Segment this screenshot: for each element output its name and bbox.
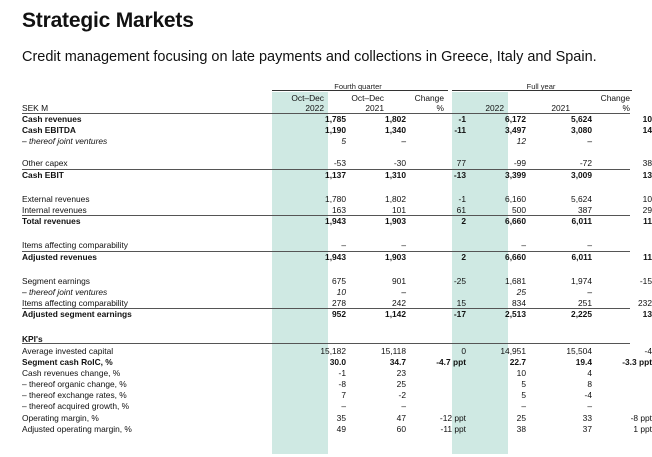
cell-value: -1 [458, 114, 466, 124]
cell-value: 1,802 [385, 194, 406, 204]
cell-value: 5 [521, 379, 526, 389]
page-title: Strategic Markets [22, 9, 194, 32]
header-fy-2021: 2021 [551, 103, 570, 113]
table-row [22, 194, 652, 205]
cell-value: 1,974 [571, 276, 592, 286]
cell-value: 3,497 [505, 125, 526, 135]
row-label: Cash EBITDA [22, 125, 76, 135]
row-label: Segment earnings [22, 276, 90, 286]
row-label: Adjusted segment earnings [22, 309, 132, 319]
header-q4-change-line1: Change [414, 93, 444, 103]
cell-value: 6,160 [505, 194, 526, 204]
cell-value: 22.7 [509, 357, 526, 367]
cell-value: -30 [393, 158, 406, 168]
header-q4-change [392, 93, 444, 113]
cell-value: 251 [578, 298, 592, 308]
cell-value: -11 ppt [440, 424, 466, 434]
row-label: Average invested capital [22, 346, 114, 356]
cell-value: 1 ppt [633, 424, 652, 434]
cell-value: 500 [512, 205, 526, 215]
cell-value: 11 [643, 216, 652, 226]
header-q4-2022-line2: 2022 [305, 103, 324, 113]
header-fy-change-line2: % [622, 103, 630, 113]
cell-value: – [587, 136, 592, 146]
cell-value: -8 ppt [630, 413, 652, 423]
cell-value: 387 [578, 205, 592, 215]
table-row [22, 413, 652, 424]
header-q4-2022 [272, 93, 324, 113]
cell-value: – [401, 287, 406, 297]
cell-value: 38 [642, 158, 652, 168]
cell-value: – [587, 287, 592, 297]
header-fy-2022: 2022 [485, 103, 504, 113]
table-row [22, 125, 652, 136]
cell-value: – [401, 136, 406, 146]
header-fy-change [572, 93, 630, 113]
row-label: KPI's [22, 334, 43, 344]
row-label: Cash EBIT [22, 170, 64, 180]
group-rule-q4 [272, 90, 448, 91]
row-separator [22, 215, 630, 216]
cell-value: -11 [454, 125, 466, 135]
cell-value: 30.0 [329, 357, 346, 367]
header-q4-change-line2: % [436, 103, 444, 113]
table-row [22, 379, 634, 390]
cell-value: – [587, 240, 592, 250]
cell-value: 14 [642, 125, 652, 135]
cell-value: 12 [516, 136, 526, 146]
cell-value: 1,340 [385, 125, 406, 135]
cell-value: 101 [392, 205, 406, 215]
cell-value: 2 [461, 252, 466, 262]
page-subtitle: Credit management focusing on late payments and collections in Greece, Italy and Spain. [22, 49, 597, 65]
cell-value: -1 [338, 368, 346, 378]
cell-value: -99 [513, 158, 526, 168]
cell-value: 6,011 [571, 216, 592, 226]
row-separator [22, 343, 630, 344]
cell-value: 1,943 [325, 252, 346, 262]
cell-value: 1,903 [385, 216, 406, 226]
cell-value: 5 [341, 136, 346, 146]
cell-value: 15,182 [320, 346, 346, 356]
cell-value: -12 ppt [439, 413, 466, 423]
cell-value: 29 [642, 205, 652, 215]
table-row [22, 170, 652, 181]
cell-value: -25 [453, 276, 466, 286]
cell-value: -72 [579, 158, 592, 168]
cell-value: 25 [396, 379, 406, 389]
cell-value: -4 [584, 390, 592, 400]
table-row [22, 114, 652, 125]
row-label: Items affecting comparability [22, 240, 128, 250]
row-label: Other capex [22, 158, 68, 168]
cell-value: 77 [456, 158, 466, 168]
table-row [22, 346, 652, 357]
cell-value: 1,802 [385, 114, 406, 124]
cell-value: 10 [336, 287, 346, 297]
cell-value: 1,903 [385, 252, 406, 262]
cell-value: 5 [521, 390, 526, 400]
row-label: – thereof joint ventures [22, 287, 108, 297]
cell-value: – [521, 401, 526, 411]
cell-value: 35 [336, 413, 346, 423]
table-row [22, 136, 634, 147]
header-q4-2022-line1: Oct–Dec [291, 93, 324, 103]
cell-value: -2 [398, 390, 406, 400]
table-row [22, 401, 634, 412]
cell-value: 33 [582, 413, 592, 423]
cell-value: 278 [332, 298, 346, 308]
cell-value: 952 [332, 309, 346, 319]
table-row [22, 287, 634, 298]
cell-value: 13 [642, 170, 652, 180]
cell-value: 11 [643, 252, 652, 262]
row-separator [22, 113, 630, 114]
cell-value: 15,504 [566, 346, 592, 356]
cell-value: 14,951 [500, 346, 526, 356]
cell-value: 163 [332, 205, 346, 215]
table-row [22, 368, 634, 379]
row-label: External revenues [22, 194, 90, 204]
cell-value: 5,624 [571, 194, 592, 204]
row-label: Internal revenues [22, 205, 87, 215]
cell-value: 1,785 [325, 114, 346, 124]
cell-value: 7 [341, 390, 346, 400]
cell-value: -17 [453, 309, 466, 319]
cell-value: 60 [396, 424, 406, 434]
cell-value: -13 [453, 170, 466, 180]
cell-value: 25 [516, 287, 526, 297]
cell-value: 23 [396, 368, 406, 378]
cell-value: – [401, 240, 406, 250]
cell-value: 10 [642, 114, 652, 124]
cell-value: 2,513 [505, 309, 526, 319]
cell-value: – [401, 401, 406, 411]
row-label: – thereof exchange rates, % [22, 390, 127, 400]
cell-value: 4 [587, 368, 592, 378]
table-row [22, 216, 652, 227]
table-row [22, 158, 652, 169]
cell-value: 675 [332, 276, 346, 286]
cell-value: 834 [512, 298, 526, 308]
row-label: Cash revenues [22, 114, 82, 124]
cell-value: 13 [642, 309, 652, 319]
cell-value: 61 [456, 205, 466, 215]
row-label: Cash revenues change, % [22, 368, 121, 378]
cell-value: -4.7 ppt [436, 357, 466, 367]
cell-value: 1,137 [325, 170, 346, 180]
row-label: Operating margin, % [22, 413, 99, 423]
cell-value: – [341, 240, 346, 250]
row-label: Total revenues [22, 216, 81, 226]
group-rule-fy [452, 90, 632, 91]
group-header-q4: Fourth quarter [334, 82, 382, 91]
header-fy-change-line1: Change [600, 93, 630, 103]
table-row [22, 390, 634, 401]
cell-value: 38 [516, 424, 526, 434]
cell-value: 6,172 [505, 114, 526, 124]
cell-value: 1,780 [325, 194, 346, 204]
cell-value: 5,624 [571, 114, 592, 124]
cell-value: -3.3 ppt [622, 357, 652, 367]
header-q4-2021 [332, 93, 384, 113]
table-row [22, 240, 634, 251]
cell-value: 37 [582, 424, 592, 434]
cell-value: 8 [587, 379, 592, 389]
cell-value: 15 [456, 298, 466, 308]
cell-value: -53 [333, 158, 346, 168]
row-separator [22, 308, 630, 309]
table-row [22, 357, 652, 368]
cell-value: 6,011 [571, 252, 592, 262]
cell-value: 2 [461, 216, 466, 226]
row-label: Adjusted operating margin, % [22, 424, 132, 434]
cell-value: 47 [396, 413, 406, 423]
row-label: – thereof joint ventures [22, 136, 108, 146]
cell-value: 1,142 [385, 309, 406, 319]
cell-value: 1,943 [325, 216, 346, 226]
cell-value: 6,660 [505, 216, 526, 226]
header-q4-2021-line1: Oct–Dec [351, 93, 384, 103]
cell-value: 1,681 [505, 276, 526, 286]
cell-value: – [587, 401, 592, 411]
row-label: Segment cash RoIC, % [22, 357, 113, 367]
header-unit: SEK M [22, 103, 49, 113]
cell-value: – [341, 401, 346, 411]
row-label: Adjusted revenues [22, 252, 97, 262]
cell-value: 0 [461, 346, 466, 356]
table-row [22, 309, 652, 320]
table-row [22, 276, 652, 287]
cell-value: 15,118 [381, 346, 406, 356]
table-row [22, 252, 652, 263]
cell-value: -1 [458, 194, 466, 204]
cell-value: 242 [392, 298, 406, 308]
row-label: Items affecting comparability [22, 298, 128, 308]
row-label: – thereof acquired growth, % [22, 401, 130, 411]
cell-value: 25 [516, 413, 526, 423]
row-separator [22, 251, 630, 252]
group-header-fy: Full year [526, 82, 556, 91]
table-row [22, 424, 652, 435]
row-label: – thereof organic change, % [22, 379, 127, 389]
cell-value: 10 [642, 194, 652, 204]
cell-value: – [521, 240, 526, 250]
cell-value: 19.4 [575, 357, 592, 367]
cell-value: -15 [639, 276, 652, 286]
cell-value: 10 [516, 368, 526, 378]
cell-value: 49 [336, 424, 346, 434]
cell-value: 1,190 [325, 125, 346, 135]
cell-value: -4 [644, 346, 652, 356]
cell-value: 901 [392, 276, 406, 286]
row-separator [22, 169, 630, 170]
cell-value: 1,310 [385, 170, 406, 180]
cell-value: -8 [338, 379, 346, 389]
cell-value: 6,660 [505, 252, 526, 262]
cell-value: 3,399 [505, 170, 526, 180]
cell-value: 3,009 [571, 170, 592, 180]
cell-value: 3,080 [571, 125, 592, 135]
cell-value: 2,225 [571, 309, 592, 319]
cell-value: 232 [638, 298, 652, 308]
cell-value: 34.7 [389, 357, 406, 367]
header-q4-2021-line2: 2021 [365, 103, 384, 113]
